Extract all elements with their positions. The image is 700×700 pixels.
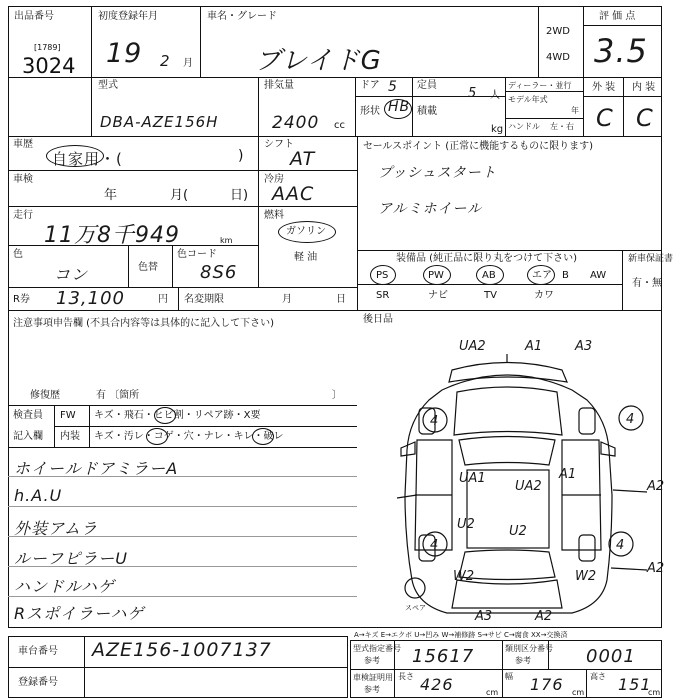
equip-aw: AW	[590, 270, 607, 281]
displacement-unit: cc	[334, 120, 345, 131]
equip-leather: カワ	[534, 290, 554, 301]
grid-line	[128, 245, 129, 287]
interior-value: C	[636, 104, 654, 132]
grid-line	[8, 136, 662, 137]
capacity-unit: 人	[490, 90, 500, 101]
displacement-value: 2400	[272, 113, 320, 133]
grid-line	[8, 170, 357, 171]
mileage-label: 走行	[13, 210, 33, 221]
cooler-label: 冷房	[264, 174, 284, 185]
equip-navi: ナビ	[428, 290, 448, 301]
damage-annotation: A3	[475, 609, 493, 624]
name-change-day: 日	[336, 294, 346, 305]
color-code-value: 8S6	[200, 262, 238, 283]
damage-annotation: U2	[509, 524, 527, 539]
inspection-label: 車検	[13, 174, 33, 185]
history-close: )	[238, 148, 244, 164]
height-label: 高さ	[590, 672, 606, 681]
length-label: 長さ	[398, 672, 414, 681]
note-line	[8, 506, 357, 507]
handwritten-note: ハンドルハゲ	[14, 577, 115, 596]
grid-line	[505, 118, 583, 119]
grid-line	[54, 405, 55, 447]
leader-line	[611, 568, 647, 570]
equip-ab-circle	[476, 265, 504, 285]
category-value: 0001	[586, 646, 636, 667]
equip-tv: TV	[484, 290, 497, 301]
recycle-unit: 円	[158, 294, 168, 305]
damage-annotation: UA1	[459, 471, 486, 486]
shape-circle	[384, 99, 412, 119]
handwritten-note: 外装アムラ	[14, 519, 98, 538]
lot-small: [1789]	[34, 43, 61, 52]
grid-line	[200, 6, 201, 77]
damage-legend: A→キズ E→エクボ U→凹み W→補修跡 S→サビ C→腐食 XX→交換済	[354, 631, 568, 639]
front-bumper	[449, 363, 567, 383]
interior-mark-circle-2	[252, 428, 274, 445]
name-change-label: 名変期限	[184, 294, 224, 305]
grid-line	[8, 77, 662, 78]
color-code-label: 色コード	[177, 249, 217, 260]
leader-line	[397, 495, 417, 498]
damage-annotation: A1	[525, 339, 543, 354]
mileage-value: 11万8千949	[44, 223, 180, 248]
inspection-year: 年	[104, 188, 118, 203]
grid-line	[355, 96, 505, 97]
interior-check-text: キズ・汚レ・コゲ・穴・ナレ・キレ・破レ	[94, 431, 284, 442]
doors-label: ドア	[360, 80, 380, 91]
grid-line	[178, 287, 179, 310]
equip-ps: PS	[376, 270, 389, 281]
equip-ab: AB	[482, 270, 496, 281]
damage-annotation: A2	[647, 479, 665, 494]
warranty-value: 有・無	[632, 278, 662, 289]
grid-line	[583, 25, 662, 26]
color-value: コン	[54, 265, 89, 284]
month-unit: 月	[183, 58, 193, 69]
equip-pw: PW	[428, 270, 444, 281]
model-value: DBA-AZE156H	[100, 113, 219, 131]
shape-value: HB	[388, 99, 411, 115]
handwritten-note: h.A.U	[14, 486, 63, 505]
damage-annotation: A2	[647, 561, 665, 576]
handwritten-note: Rスポイラーハゲ	[14, 604, 145, 623]
grid-line	[505, 91, 583, 92]
grade-label: 評 価 点	[599, 11, 636, 22]
type-label-ref: 参考	[364, 656, 380, 665]
category-label: 類別区分番号	[505, 644, 553, 653]
tire-mark-text: 4	[430, 538, 439, 553]
interior-label: 内 装	[632, 82, 656, 93]
spare-label: スペア	[405, 604, 426, 612]
equip-air: エア	[532, 270, 552, 281]
damage-annotation: U2	[457, 517, 475, 532]
drive-2wd: 2WD	[546, 26, 570, 37]
type-label: 型式指定番号	[353, 644, 401, 653]
fw-text: キズ・飛石・ヒビ割・リペア跡・X要	[94, 410, 261, 421]
handwritten-note: ルーフピラーU	[14, 549, 128, 568]
registration-label: 登録番号	[18, 677, 58, 688]
year-unit: 年	[571, 106, 579, 115]
repair-value: 有 〔箇所	[96, 390, 140, 401]
equip-ps-circle	[370, 265, 396, 285]
notes-label: 注意事項申告欄 (不具合内容等は具体的に記入して下さい)	[13, 318, 274, 329]
tire-mark-text: 4	[626, 412, 635, 427]
exterior-label: 外 装	[592, 82, 616, 93]
car-diagram	[357, 330, 665, 628]
interior-mark-circle-1	[146, 428, 168, 445]
width-unit: cm	[572, 688, 585, 697]
length-value: 426	[420, 675, 454, 694]
grid-line	[8, 447, 357, 448]
lot-number: 3024	[22, 54, 76, 78]
fw-mark-circle	[154, 407, 176, 424]
history-label: 車歴	[13, 139, 33, 150]
sales-points-label: セールスポイント (正常に機能するものに限ります)	[363, 141, 594, 152]
width-label: 幅	[505, 672, 513, 681]
grid-line	[8, 206, 357, 207]
equip-air-circle	[527, 265, 555, 285]
equip-sr: SR	[376, 290, 390, 301]
inspection-month: 月(	[170, 188, 189, 203]
equip-b: B	[562, 270, 569, 281]
hood	[454, 387, 562, 435]
grid-line	[355, 77, 356, 136]
exterior-value: C	[596, 104, 614, 132]
tire-mark-text: 4	[616, 538, 625, 553]
size-label-ref: 参考	[364, 685, 380, 694]
grid-line	[91, 6, 92, 136]
height-unit: cm	[648, 688, 661, 697]
damage-annotation: W2	[453, 569, 475, 584]
grade-value: 3.5	[594, 32, 648, 70]
fw-label: FW	[60, 410, 76, 421]
first-reg-label: 初度登録年月	[98, 11, 158, 22]
fuel-gasoline: ガソリン	[286, 226, 326, 237]
grid-line	[89, 405, 90, 447]
grid-line	[8, 405, 357, 406]
damage-annotation: A2	[535, 609, 553, 624]
model-year-label: モデル年式	[508, 95, 548, 104]
chassis-label: 車台番号	[18, 646, 58, 657]
grid-line	[258, 136, 259, 287]
history-circle	[46, 145, 104, 167]
grid-line	[505, 77, 506, 136]
name-change-month: 月	[282, 294, 292, 305]
first-reg-year: 19	[106, 38, 143, 69]
damage-annotation: A1	[559, 467, 577, 482]
interior-check-label: 内装	[60, 431, 80, 442]
cooler-value: AAC	[272, 183, 315, 205]
sales-point-1: プッシュスタート	[378, 165, 497, 181]
rear-hatch	[452, 580, 562, 608]
chassis-value: AZE156-1007137	[92, 639, 272, 661]
damage-annotation: UA2	[515, 479, 542, 494]
wheel-rear-right	[579, 535, 595, 561]
first-reg-month: 2	[160, 52, 171, 70]
damage-annotation: A3	[575, 339, 593, 354]
grid-line	[258, 77, 259, 136]
handle-options: 左・右	[550, 122, 574, 131]
grid-line	[412, 77, 413, 136]
recycle-value: 13,100	[56, 288, 125, 309]
grid-line	[623, 77, 624, 136]
type-value: 15617	[412, 646, 475, 667]
capacity-value: 5	[468, 86, 478, 101]
grid-line	[350, 669, 662, 670]
category-label-ref: 参考	[515, 656, 531, 665]
equipment-label: 装備品 (純正品に限り丸をつけて下さい)	[396, 253, 577, 264]
grid-line	[538, 6, 539, 77]
mileage-unit: km	[220, 236, 233, 245]
grid-line	[8, 667, 348, 668]
history-value: 自家用・(	[52, 150, 123, 168]
grid-line	[586, 669, 587, 698]
handwritten-note: ホイールドアミラーA	[14, 459, 179, 478]
shape-label: 形状	[360, 106, 380, 117]
inspection-day: 日)	[230, 188, 249, 203]
load-label: 積載	[417, 106, 437, 117]
displacement-label: 排気量	[264, 80, 294, 91]
checker-label-2: 記入欄	[13, 431, 43, 442]
drive-4wd: 4WD	[546, 52, 570, 63]
model-label: 型式	[98, 80, 118, 91]
leader-line	[613, 490, 647, 492]
doors-value: 5	[388, 79, 398, 95]
damage-annotation: UA2	[459, 339, 486, 354]
length-unit: cm	[486, 688, 499, 697]
dealer-label: ディーラー・並行	[508, 81, 572, 90]
grid-line	[357, 250, 662, 251]
lot-label: 出品番号	[14, 11, 54, 22]
width-value: 176	[530, 675, 564, 694]
tire-mark-text: 4	[430, 414, 439, 429]
sales-point-2: アルミホイール	[378, 201, 483, 217]
grid-line	[502, 640, 503, 698]
shift-label: シフト	[264, 139, 294, 150]
color-label: 色	[13, 249, 23, 260]
checker-label-1: 検査員	[13, 410, 43, 421]
recycle-label: R券	[13, 294, 30, 305]
capacity-label: 定員	[417, 80, 437, 91]
grid-line	[54, 426, 357, 427]
height-value: 151	[618, 675, 652, 694]
windshield	[459, 437, 555, 466]
repair-close: 〕	[332, 390, 342, 401]
remarks-label: 後日品	[363, 314, 393, 325]
fuel-label: 燃料	[264, 210, 284, 221]
handle-label: ハンドル	[508, 122, 540, 131]
grid-line	[622, 250, 623, 310]
grid-line	[8, 310, 662, 311]
color-changed-label: 色替	[138, 262, 158, 273]
wheel-front-right	[579, 408, 595, 434]
fuel-diesel: 軽 油	[294, 252, 318, 263]
shift-value: AT	[290, 148, 316, 170]
fuel-circle	[278, 221, 336, 243]
damage-annotation: W2	[575, 569, 597, 584]
grid-line	[84, 636, 85, 698]
name-value: ブレイドG	[255, 46, 382, 76]
grid-line	[172, 245, 173, 287]
name-label: 車名・グレード	[207, 11, 277, 22]
equip-pw-circle	[423, 265, 451, 285]
warranty-label: 新車保証書	[628, 254, 674, 264]
load-unit: kg	[491, 124, 504, 135]
size-label: 車検証明用	[353, 673, 393, 682]
repair-label: 修復歴	[30, 390, 60, 401]
